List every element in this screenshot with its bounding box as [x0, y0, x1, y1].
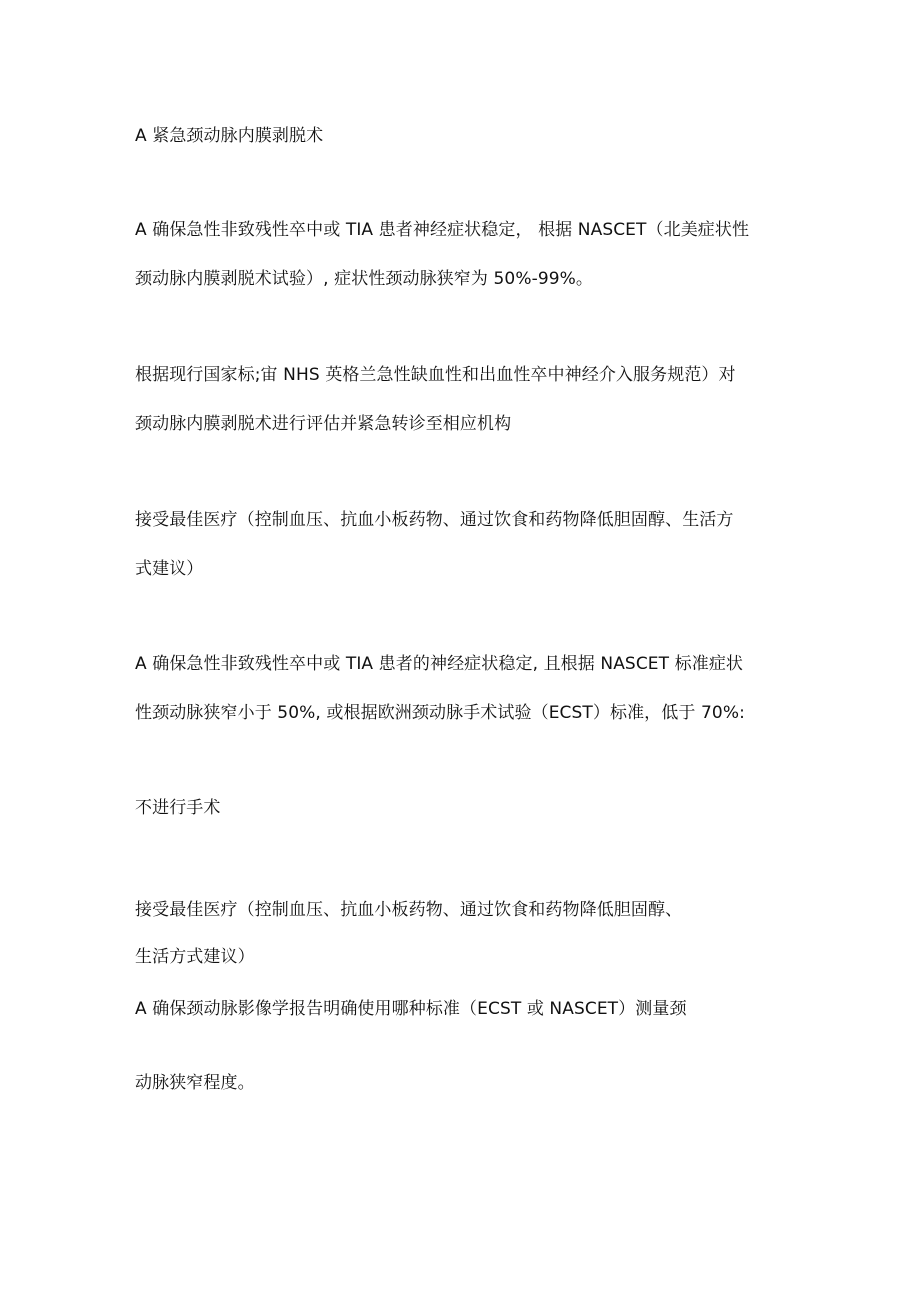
- text-line: 根据现行国家标;宙 NHS 英格兰急性缺血性和出血性卒中神经介入服务规范）对: [135, 365, 736, 385]
- text-line: 颈动脉内膜剥脱术进行评估并紧急转诊至相应机构: [135, 414, 512, 434]
- text-line: A 紧急颈动脉内膜剥脱术: [135, 126, 324, 146]
- text-line: 颈动脉内膜剥脱术试验）, 症状性颈动脉狭窄为 50%-99%。: [135, 269, 594, 289]
- text-line: 不进行手术: [135, 798, 221, 818]
- text-line: 动脉狭窄程度。: [135, 1073, 255, 1093]
- text-line: A 确保颈动脉影像学报告明确使用哪种标准（ECST 或 NASCET）测量颈: [135, 999, 687, 1019]
- text-line: 生活方式建议）: [135, 947, 255, 967]
- text-line: 性颈动脉狭窄小于 50%, 或根据欧洲颈动脉手术试验（ECST）标准，低于 70%:: [135, 703, 745, 723]
- text-line: A 确保急性非致残性卒中或 TIA 患者神经症状稳定， 根据 NASCET（北美症状性: [135, 220, 750, 240]
- text-line: 接受最佳医疗（控制血压、抗血小板药物、通过饮食和药物降低胆固醇、: [135, 900, 683, 920]
- text-line: 式建议）: [135, 559, 204, 579]
- text-line: A 确保急性非致残性卒中或 TIA 患者的神经症状稳定, 且根据 NASCET 标准症状: [135, 654, 744, 674]
- text-line: 接受最佳医疗（控制血压、抗血小板药物、通过饮食和药物降低胆固醇、生活方: [135, 510, 734, 530]
